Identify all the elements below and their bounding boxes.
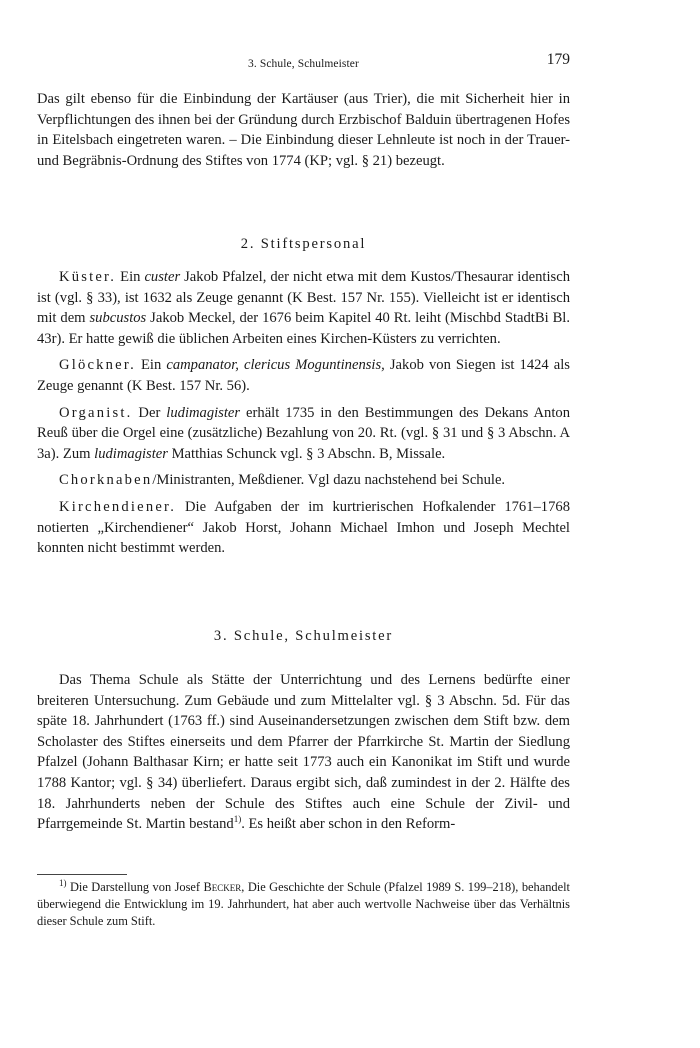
text-run: Ein	[116, 269, 145, 285]
paragraph-chorknaben	[37, 470, 570, 491]
page-number: 179	[546, 51, 570, 68]
term-chorknaben: Chorknaben	[59, 472, 153, 489]
term-gloeckner: Glöckner.	[59, 357, 136, 374]
footnote-marker: 1)	[59, 877, 67, 888]
text-run: Das Thema Schule als Stätte der Unterrichtung und des Lernens bedürfte einer breiteren Untersuchung. Zum Gebäude und zum Mittelalter vgl. § 3 Abschn. 5d. Für das späte 18. Jahrhundert (1763 ff.) sind Auseinandersetzungen zwischen dem Stift bzw. dem Scholaster des Stiftes einerseits und dem Pfarrer der Pfarrkirche St. Martin der Siedlung Pfalzel (Johann Balthasar Kirn; er hatte seit 1773 auch ein Kanonikat im Stift und wurde 1788 Kantor; vgl. § 34) überliefert. Daraus ergibt sich, daß zumindest in der 2. Hälfte des 18. Jahrhunderts neben der Schule des Stiftes auch eine Schule der Zivil- und Pfarrgemeinde St. Martin bestand	[37, 672, 570, 833]
text-run: Ein	[135, 357, 167, 374]
latin-term: subcustos	[89, 310, 147, 327]
text-run: Die Aufgaben der im kurtrierischen Hofkalender 1761–1768 notierten „Kirchendiener“ Jakob Horst, Johann Michael Imhon und Joseph Mechtel konnten nicht bestimmt werden.	[37, 498, 570, 557]
text-run: Die Darstellung von Josef	[66, 880, 204, 894]
text-run: . Es heißt aber schon in den Reform-	[241, 816, 456, 833]
intro-block	[37, 89, 570, 171]
text-run: Jakob von Siegen ist 1424 als Zeuge genannt (K Best. 157 Nr. 56).	[37, 357, 570, 394]
paragraph-organist	[37, 403, 570, 465]
latin-term: campanator, clericus Moguntinensis,	[166, 357, 385, 374]
paragraph-kirchendiener	[37, 497, 570, 559]
running-head	[37, 50, 570, 70]
text-run: Jakob Pfalzel, der nicht etwa mit dem Kustos/Thesaurar identisch ist (vgl. § 33), ist 1632 als Zeuge genannt (K Best. 157 Nr. 155). Vielleicht ist er identisch mit dem	[37, 269, 570, 327]
footnote	[37, 879, 570, 931]
text-run: Der	[132, 404, 167, 421]
text-run: , Die Geschichte der Schule (Pfalzel 1989 S. 199–218), behandelt überwiegend die Entwicklung im 19. Jahrhundert, hat aber auch wertvolle Nachweise über das Verhältnis dieser Schule zum Stift.	[37, 880, 570, 929]
footnote-reference[interactable]: 1)	[233, 814, 242, 825]
text-run: Jakob Meckel, der 1676 beim Kapitel 40 Rt. leiht (Mischbd StadtBi Bl. 43r). Er hatte gewiß die üblichen Arbeiten eines Kirchen-Küsters zu verrichten.	[37, 310, 571, 347]
latin-term: custer	[144, 269, 181, 285]
text-run: erhält 1735 in den Bestimmungen des Dekans Anton Reuß über die Orgel eine (zusätzliche) Bezahlung von 20. Rt. (vgl. § 31 und § 3 Abschn. A 3a). Zum	[37, 404, 570, 462]
section-heading-schule: 3. Schule, Schulmeister	[213, 628, 394, 644]
footnote-divider	[37, 874, 127, 875]
term-kuester: Küster.	[59, 269, 117, 285]
author-name: Becker	[203, 880, 242, 894]
section-heading-stiftspersonal: 2. Stiftspersonal	[240, 236, 367, 252]
text-run: Matthias Schunck vgl. § 3 Abschn. B, Missale.	[167, 445, 446, 462]
paragraph-gloeckner	[37, 355, 570, 396]
stiftspersonal-block	[37, 267, 570, 565]
schule-block	[37, 670, 570, 835]
footnote-text	[37, 879, 570, 931]
text-run: /Ministranten, Meßdiener. Vgl dazu nachstehend bei Schule.	[152, 472, 506, 489]
latin-term: ludimagister	[166, 404, 241, 421]
latin-term: ludimagister	[94, 445, 168, 462]
paragraph-kuester	[37, 267, 570, 349]
intro-paragraph: Das gilt ebenso für die Einbindung der Kartäuser (aus Trier), die mit Sicherheit hier in Verpflichtungen des ihnen bei der Gründung durch Erzbischof Balduin übertragenen Hofes in Eitelsbach eingetreten waren. – Die Einbindung dieser Lehnleute ist noch in der Trauer- und Begräbnis-Ordnung des Stiftes von 1774 (KP; vgl. § 21) bezeugt.	[37, 91, 570, 169]
term-organist: Organist.	[59, 404, 133, 421]
running-head-title: 3. Schule, Schulmeister	[248, 58, 359, 70]
term-kirchendiener: Kirchendiener.	[59, 498, 177, 515]
paragraph-schule	[37, 670, 570, 835]
